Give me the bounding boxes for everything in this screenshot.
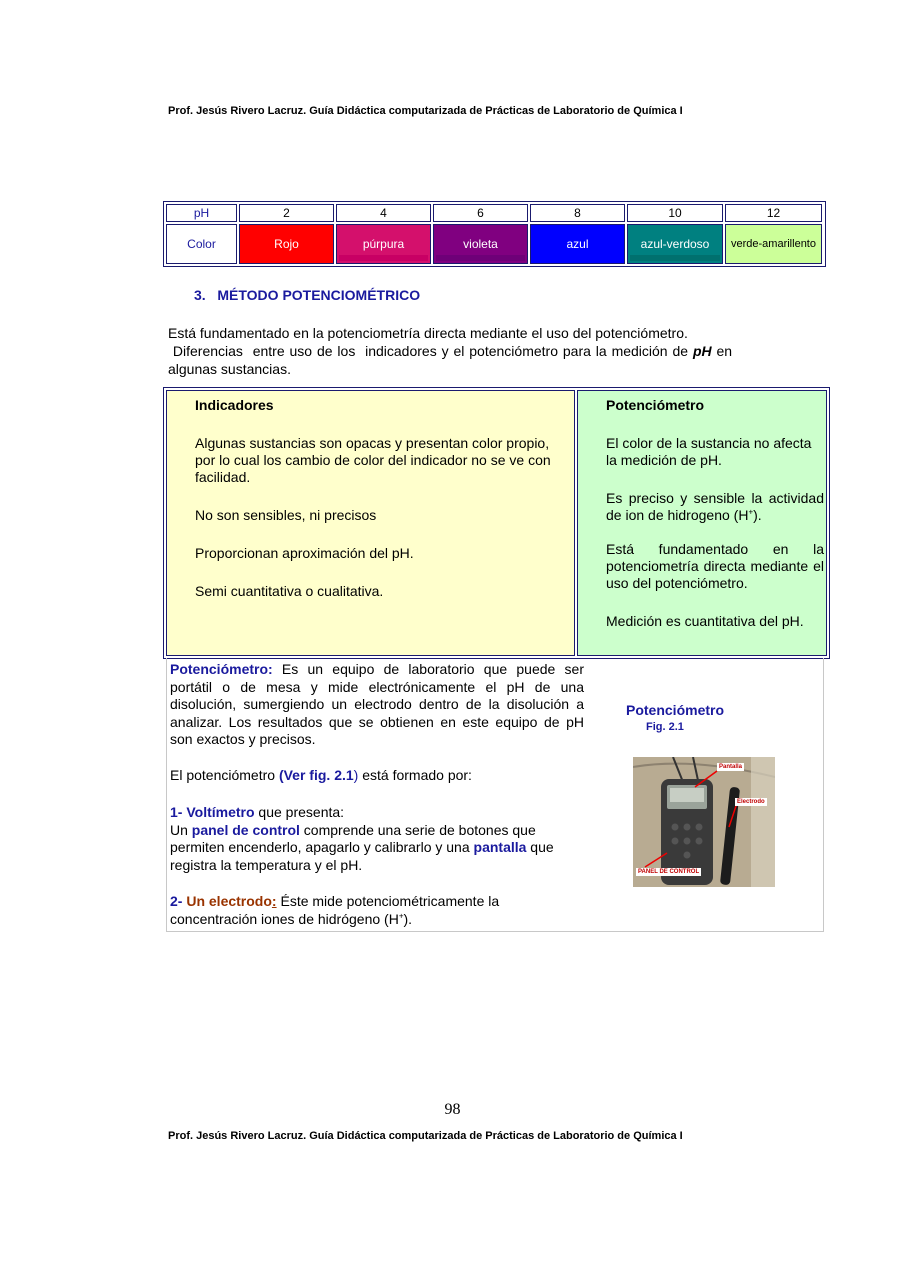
screen-term: pantalla xyxy=(473,839,527,855)
electrode-text: Éste mide potenciométricamente la concentración iones de hidrógeno (H xyxy=(170,893,500,927)
ph-row xyxy=(166,204,823,222)
ph-value: 12 xyxy=(725,204,822,222)
figure-caption: Fig. 2.1 xyxy=(646,721,684,733)
component-voltmeter xyxy=(170,804,584,874)
control-panel-callout: PANEL DE CONTROL xyxy=(638,869,700,875)
section-title xyxy=(194,287,420,303)
component-electrode xyxy=(170,893,584,928)
electrode-term: Un electrodo xyxy=(186,893,272,909)
electrode-callout: Electrodo xyxy=(737,799,765,805)
potentiometer-item: Está fundamentado en la potenciometría directa mediante el uso del potenciómetro. xyxy=(606,541,824,591)
indicator-item: Semi cuantitativa o cualitativa. xyxy=(195,583,384,599)
color-row xyxy=(166,224,823,264)
item-number: 1- xyxy=(170,804,187,820)
potentiometer-definition xyxy=(170,661,584,749)
color-name: azul xyxy=(566,237,589,251)
page-number: 98 xyxy=(444,1101,461,1118)
indicator-item: Algunas sustancias son opacas y presentan color propio, por lo cual los cambio de color del indicador no se ve con facilidad. xyxy=(195,435,551,485)
ph-value: 4 xyxy=(336,204,431,222)
potentiometer-item-end: ). xyxy=(753,507,762,523)
section-number: 3. xyxy=(194,287,206,303)
potentiometer-item-text: Es preciso y sensible la actividad de ion de hidrogeno (H xyxy=(606,490,824,523)
color-band xyxy=(436,255,525,261)
ph-value: 10 xyxy=(627,204,723,222)
indicator-item: Proporcionan aproximación del pH. xyxy=(195,545,414,561)
intro-line-2-text: Diferencias entre uso de los indicadores y el potenciómetro para la medición de xyxy=(168,343,693,359)
control-panel-term: panel de control xyxy=(191,821,300,838)
color-band xyxy=(728,255,819,261)
intro-ph-term: pH xyxy=(692,343,712,359)
color-name: azul-verdoso xyxy=(640,237,710,251)
voltmeter-detail xyxy=(170,822,584,875)
page-footer: Prof. Jesús Rivero Lacruz. Guía Didáctica computarizada de Prácticas de Laboratorio de Química I xyxy=(168,1130,683,1142)
color-name: violeta xyxy=(463,237,498,251)
color-name: Rojo xyxy=(274,237,299,251)
potentiometer-item xyxy=(606,490,824,524)
figure-reference-link[interactable]: (Ver fig. 2.1 xyxy=(278,767,354,783)
figure-reference-paren: ) xyxy=(353,767,359,783)
comparison-table xyxy=(163,387,830,659)
indicator-item: No son sensibles, ni precisos xyxy=(195,507,377,523)
color-swatch-verde-amarillento xyxy=(725,224,822,264)
intro-line-3: algunas sustancias. xyxy=(168,361,291,377)
potentiometer-photo xyxy=(633,757,775,887)
potentiometer-item: Medición es cuantitativa del pH. xyxy=(606,613,804,629)
potentiometer-item: El color de la sustancia no afecta la medición de pH. xyxy=(606,435,812,468)
formed-by-line xyxy=(170,766,584,784)
voltmeter-term: Voltímetro xyxy=(186,804,255,820)
color-band xyxy=(242,255,331,261)
intro-line-2-end: en xyxy=(711,343,733,359)
color-label: Color xyxy=(166,224,237,264)
electrode-colon: : xyxy=(271,893,277,909)
formed-by-end: está formado por: xyxy=(358,767,472,783)
color-band xyxy=(630,255,720,261)
ph-value: 2 xyxy=(239,204,334,222)
color-band xyxy=(339,255,428,261)
superscript: + xyxy=(748,507,754,517)
ph-value: 8 xyxy=(530,204,625,222)
formed-by-text: El potenciómetro xyxy=(170,767,279,783)
ph-label: pH xyxy=(166,204,237,222)
ph-color-table xyxy=(163,201,826,267)
intro-line-1: Está fundamentado en la potenciometría directa mediante el uso del potenciómetro. xyxy=(168,325,688,341)
color-swatch-purpura xyxy=(336,224,431,264)
color-swatch-azul xyxy=(530,224,625,264)
potentiometer-title: Potenciómetro xyxy=(606,397,705,413)
figure-title: Potenciómetro xyxy=(626,702,725,718)
voltmeter-detail-mid: comprende una serie de botones que permiten encenderlo, apagarlo y calibrarlo y una xyxy=(170,821,536,855)
voltmeter-line xyxy=(170,804,584,822)
superscript: + xyxy=(398,910,404,920)
voltmeter-text: que presenta: xyxy=(254,804,345,820)
indicators-title: Indicadores xyxy=(195,397,274,413)
electrode-end: ). xyxy=(403,910,413,927)
screen-callout: Pantalla xyxy=(719,764,743,770)
definition-term: Potenciómetro: xyxy=(170,661,273,677)
color-name: verde-amarillento xyxy=(731,238,816,250)
color-swatch-rojo xyxy=(239,224,334,264)
intro-line-2 xyxy=(168,342,780,360)
item-number: 2- xyxy=(170,893,187,909)
color-band xyxy=(533,255,622,261)
indicators-column xyxy=(166,390,575,656)
definition-text: Es un equipo de laboratorio que puede ser portátil o de mesa y mide electrónicamente el pH de una disolución, sumergiendo un electrodo dentro de la disolución a analizar. Los resultados que se obtienen en este equipo de pH son exactos y precisos. xyxy=(170,661,584,747)
ph-value: 6 xyxy=(433,204,528,222)
color-name: púrpura xyxy=(362,237,405,251)
potentiometer-column xyxy=(577,390,827,656)
section-title-text: MÉTODO POTENCIOMÉTRICO xyxy=(217,287,421,303)
page-header: Prof. Jesús Rivero Lacruz. Guía Didáctica computarizada de Prácticas de Laboratorio de Química I xyxy=(168,105,683,117)
voltmeter-detail-pre: Un xyxy=(170,821,192,838)
intro-paragraph xyxy=(168,324,780,378)
voltmeter-detail-end: que registra la temperatura y el pH. xyxy=(170,839,554,873)
color-swatch-violeta xyxy=(433,224,528,264)
color-swatch-azul-verdoso xyxy=(627,224,723,264)
